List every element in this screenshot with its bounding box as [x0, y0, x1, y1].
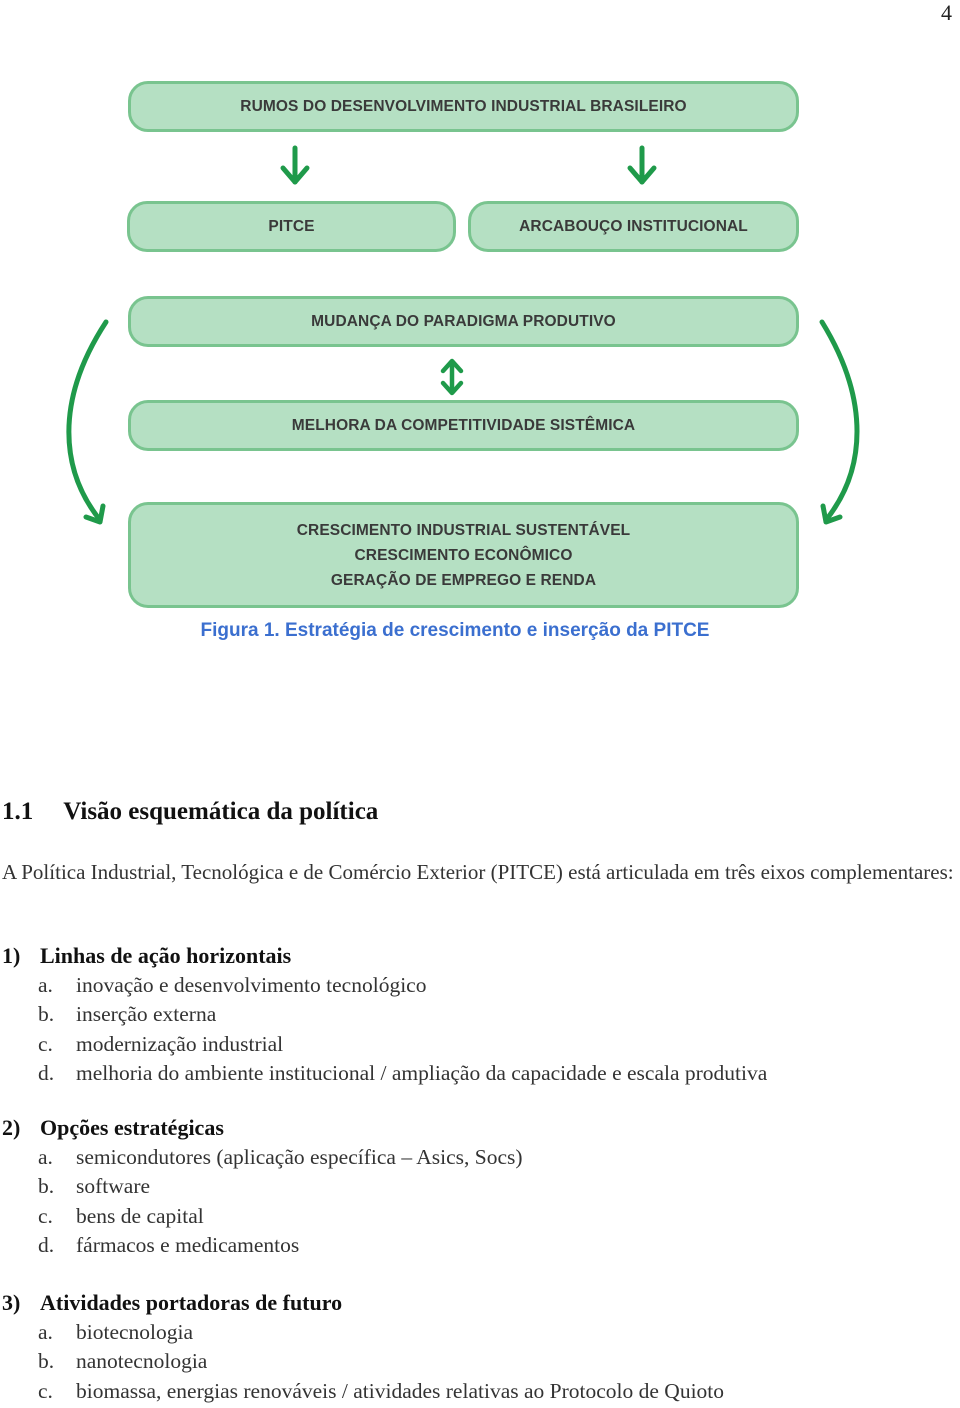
list-item — [38, 1000, 952, 1029]
section-heading — [2, 798, 378, 826]
item-text: fármacos e medicamentos — [76, 1232, 300, 1257]
paradigm-box — [128, 296, 799, 347]
list-item — [38, 1347, 952, 1376]
group-title-text: Opções estratégicas — [40, 1115, 224, 1140]
competitiveness-box-label: MELHORA DA COMPETITIVIDADE SISTÊMICA — [291, 417, 636, 434]
group-number: 2) — [2, 1115, 21, 1140]
item-letter: c. — [38, 1378, 53, 1403]
group-title-text: Linhas de ação horizontais — [40, 943, 292, 968]
list-item — [38, 1318, 952, 1347]
institutional-box — [468, 201, 799, 252]
item-text: modernização industrial — [76, 1031, 284, 1056]
paradigm-box-label: MUDANÇA DO PARADIGMA PRODUTIVO — [311, 313, 616, 330]
item-letter: d. — [38, 1232, 55, 1257]
group-horizontal-lines — [2, 941, 952, 1088]
item-text: biotecnologia — [76, 1320, 194, 1344]
group-number: 3) — [2, 1290, 21, 1315]
item-letter: a. — [38, 1320, 53, 1344]
item-list — [2, 1318, 952, 1406]
item-list — [2, 971, 952, 1088]
list-item — [38, 1143, 952, 1172]
group-future-activities — [2, 1288, 952, 1406]
item-text: melhoria do ambiente institucional / ampliação da capacidade e escala produtiva — [76, 1060, 768, 1085]
group-strategic-options — [2, 1113, 952, 1260]
item-text: semicondutores (aplicação específica – Asics, Socs) — [76, 1145, 523, 1169]
top-box-label: RUMOS DO DESENVOLVIMENTO INDUSTRIAL BRASILEIRO — [240, 98, 687, 115]
outcome-line: CRESCIMENTO ECONÔMICO — [354, 546, 573, 564]
section-title: Visão esquemática da política — [63, 798, 379, 825]
item-text: inserção externa — [76, 1002, 217, 1027]
list-item — [38, 1172, 952, 1201]
item-letter: c. — [38, 1031, 53, 1056]
group-title — [2, 1288, 952, 1318]
list-item — [38, 1231, 952, 1260]
list-item — [38, 1030, 952, 1059]
intro-paragraph: A Política Industrial, Tecnológica e de Comércio Exterior (PITCE) está articulada em três eixos complementares: — [2, 860, 954, 884]
curved-arrow-left-icon — [69, 322, 106, 522]
pitce-box — [127, 201, 456, 252]
item-list — [2, 1143, 952, 1260]
item-letter: b. — [38, 1174, 55, 1199]
strategy-diagram — [0, 0, 960, 680]
list-item — [38, 1202, 952, 1231]
figure-caption: Figura 1. Estratégia de crescimento e inserção da PITCE — [200, 620, 710, 641]
item-letter: b. — [38, 1002, 55, 1027]
item-letter: c. — [38, 1203, 53, 1228]
list-item — [38, 1377, 952, 1406]
outcome-box — [128, 502, 799, 608]
arrow-down-right-icon — [630, 148, 654, 182]
item-text: inovação e desenvolvimento tecnológico — [76, 973, 427, 997]
group-title — [2, 1113, 952, 1143]
top-box — [128, 81, 799, 132]
item-text: nanotecnologia — [76, 1349, 208, 1374]
item-letter: a. — [38, 1145, 53, 1169]
outcome-line: GERAÇÃO DE EMPREGO E RENDA — [330, 571, 597, 589]
item-text: biomassa, energias renováveis / atividades relativas ao Protocolo de Quioto — [76, 1378, 725, 1403]
curved-arrow-right-icon — [822, 322, 857, 522]
pitce-box-label: PITCE — [268, 218, 315, 235]
section-number: 1.1 — [2, 798, 34, 825]
group-number: 1) — [2, 943, 21, 968]
double-arrow-icon — [443, 361, 461, 393]
competitiveness-box — [128, 400, 799, 451]
item-text: bens de capital — [76, 1203, 204, 1228]
group-title — [2, 941, 952, 971]
arrow-down-left-icon — [283, 148, 307, 182]
item-letter: b. — [38, 1349, 55, 1374]
group-title-text: Atividades portadoras de futuro — [40, 1290, 343, 1315]
item-letter: d. — [38, 1060, 55, 1085]
item-letter: a. — [38, 973, 53, 997]
list-item — [38, 1059, 952, 1088]
page-number: 4 — [941, 0, 952, 25]
outcome-line: CRESCIMENTO INDUSTRIAL SUSTENTÁVEL — [296, 521, 631, 539]
item-text: software — [76, 1174, 151, 1199]
institutional-box-label: ARCABOUÇO INSTITUCIONAL — [519, 218, 748, 235]
list-item — [38, 971, 952, 1000]
